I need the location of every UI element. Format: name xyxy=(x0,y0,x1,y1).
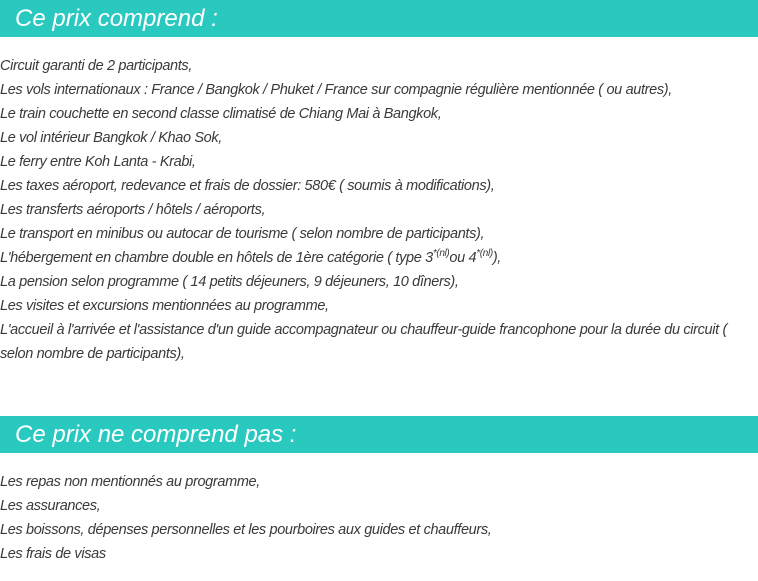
hotel-text-1: L'hébergement en chambre double en hôtels de 1ère catégorie ( type 3 xyxy=(0,250,433,266)
hotel-text-2: ou 4 xyxy=(449,250,477,266)
list-item: Les taxes aéroport, redevance et frais de dossier: 580€ ( soumis à modifications), xyxy=(0,178,495,194)
list-item: Le ferry entre Koh Lanta - Krabi, xyxy=(0,154,196,170)
list-item: Les repas non mentionnés au programme, xyxy=(0,474,260,490)
list-item: Les visites et excursions mentionnées au programme, xyxy=(0,298,329,314)
list-item: Les frais de visas xyxy=(0,546,106,562)
list-item: L'accueil à l'arrivée et l'assistance d'un guide accompagnateur ou chauffeur-guide francophone pour la durée du circuit ( selon nombre de participants), xyxy=(0,322,727,362)
list-item: La pension selon programme ( 14 petits déjeuners, 9 déjeuners, 10 dîners), xyxy=(0,274,459,290)
star-rating-note: *(nl) xyxy=(476,248,493,260)
list-item: Le train couchette en second classe climatisé de Chiang Mai à Bangkok, xyxy=(0,106,442,122)
list-item: Circuit garanti de 2 participants, xyxy=(0,58,193,74)
includes-heading: Ce prix comprend : xyxy=(0,0,758,37)
list-item-hotel xyxy=(0,246,756,270)
excludes-heading: Ce prix ne comprend pas : xyxy=(0,416,758,453)
star-rating-note: *(nl) xyxy=(432,248,450,260)
hotel-text-3: ), xyxy=(492,250,501,266)
list-item: Les boissons, dépenses personnelles et les pourboires aux guides et chauffeurs, xyxy=(0,522,492,538)
list-item: Les assurances, xyxy=(0,498,101,514)
includes-list xyxy=(0,54,756,366)
list-item: Les vols internationaux : France / Bangkok / Phuket / France sur compagnie régulière mentionnée ( ou autres), xyxy=(0,82,672,98)
list-item: Le transport en minibus ou autocar de tourisme ( selon nombre de participants), xyxy=(0,226,485,242)
list-item: Les transferts aéroports / hôtels / aéroports, xyxy=(0,202,266,218)
list-item: Le vol intérieur Bangkok / Khao Sok, xyxy=(0,130,222,146)
excludes-list xyxy=(0,470,756,566)
